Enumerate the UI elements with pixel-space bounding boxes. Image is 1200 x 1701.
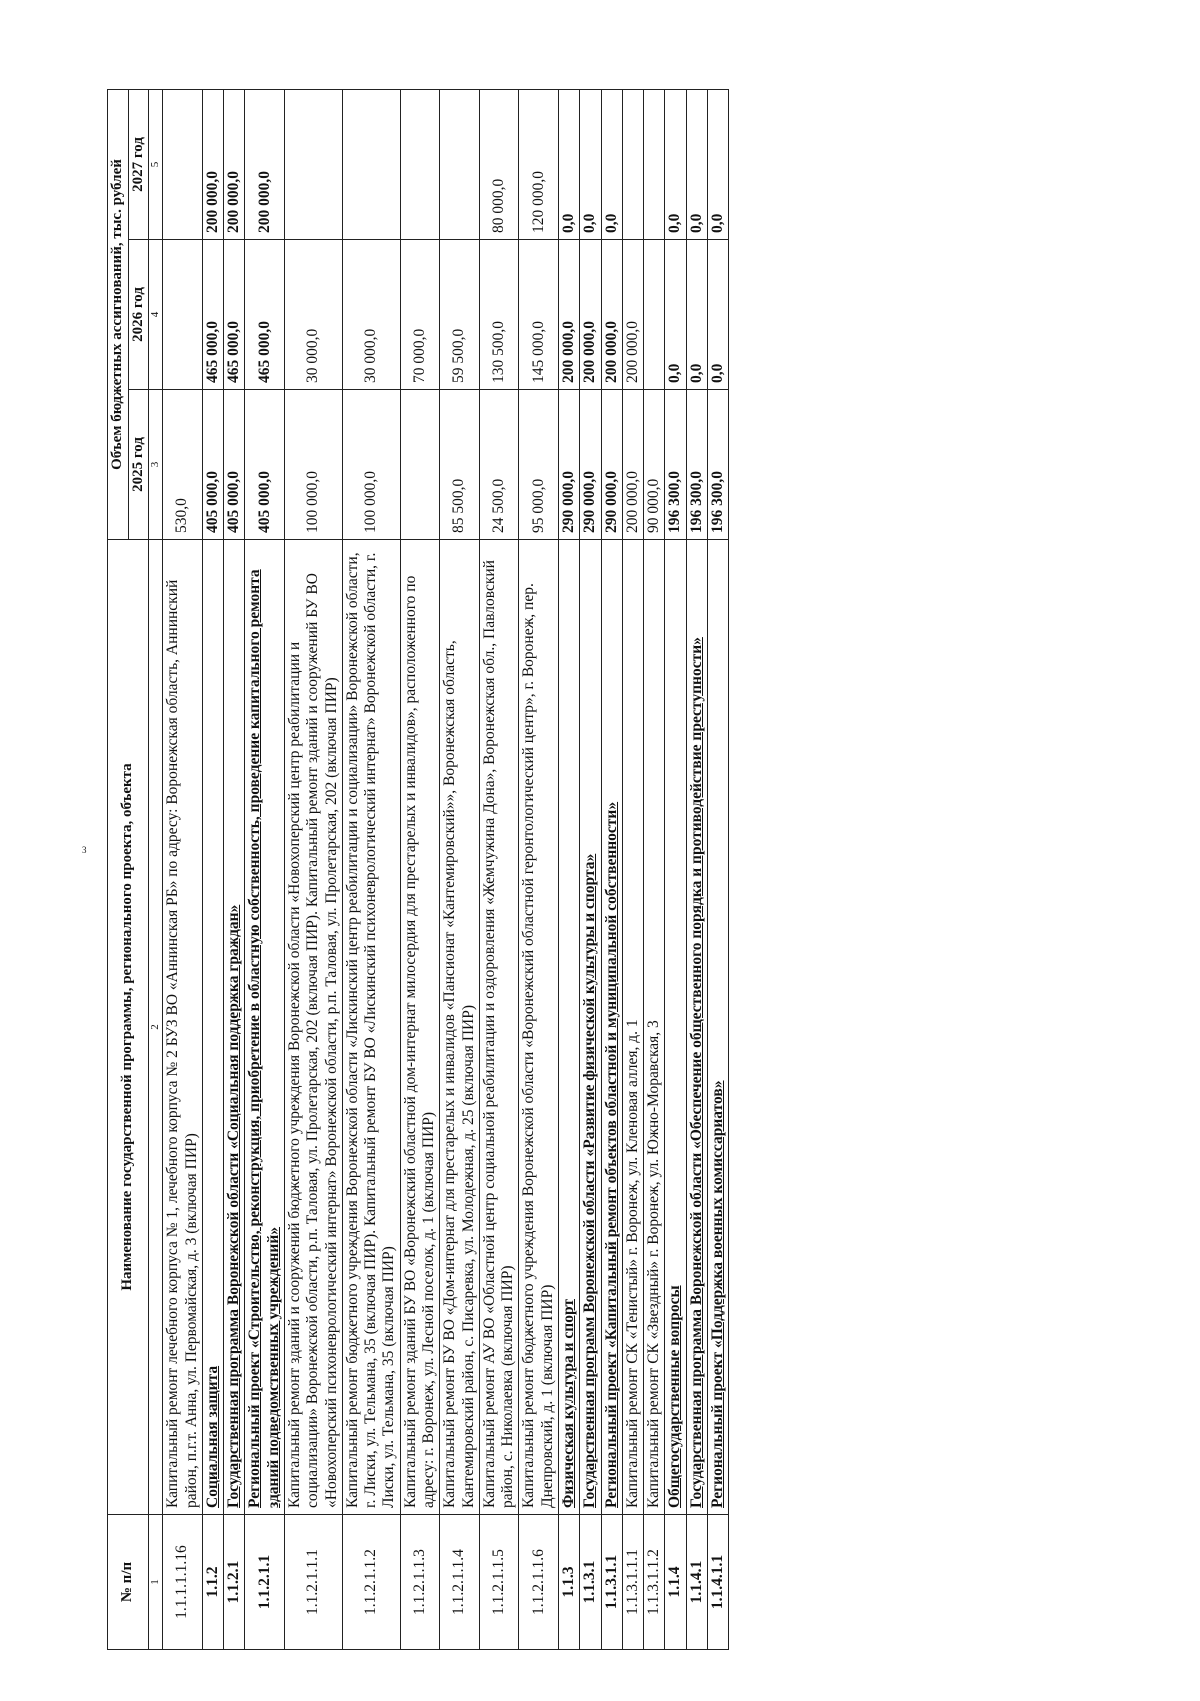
value-2027: 0,0 bbox=[580, 90, 601, 240]
table-row bbox=[622, 90, 643, 1650]
value-2025: 90 000,0 bbox=[644, 390, 665, 540]
row-number: 1.1.2 bbox=[202, 1515, 223, 1650]
row-name: Капитальный ремонт СК «Тенистый» г. Воронеж, ул. Кленовая аллея, д. 1 bbox=[622, 540, 643, 1515]
value-2025: 405 000,0 bbox=[245, 390, 285, 540]
rotated-table-container bbox=[107, 90, 977, 1650]
value-2027: 0,0 bbox=[665, 90, 686, 240]
row-number: 1.1.3.1.1 bbox=[601, 1515, 622, 1650]
header-name: Наименование государственной программы, регионального проекта, объекта bbox=[108, 540, 149, 1515]
value-2026: 200 000,0 bbox=[580, 240, 601, 390]
row-number: 1.1.2.1.1 bbox=[245, 1515, 285, 1650]
value-2026 bbox=[644, 240, 665, 390]
value-2025: 100 000,0 bbox=[342, 390, 400, 540]
value-2025: 24 500,0 bbox=[479, 390, 519, 540]
value-2026: 200 000,0 bbox=[601, 240, 622, 390]
table-row bbox=[224, 90, 245, 1650]
header-colnum-2: 2 bbox=[149, 540, 163, 1515]
row-number: 1.1.1.1.1.16 bbox=[163, 1515, 203, 1650]
row-number: 1.1.4.1.1 bbox=[707, 1515, 728, 1650]
table-row bbox=[519, 90, 559, 1650]
table-row bbox=[580, 90, 601, 1650]
row-name: Региональный проект «Капитальный ремонт объектов областной и муниципальной собственности» bbox=[601, 540, 622, 1515]
row-number: 1.1.2.1.1.3 bbox=[400, 1515, 440, 1650]
value-2027: 0,0 bbox=[686, 90, 707, 240]
header-colnum-5: 5 bbox=[149, 90, 163, 240]
value-2027: 0,0 bbox=[601, 90, 622, 240]
page-number: 3 bbox=[82, 845, 87, 855]
table-row bbox=[479, 90, 519, 1650]
value-2027 bbox=[622, 90, 643, 240]
row-name: Социальная защита bbox=[202, 540, 223, 1515]
header-year-2026: 2026 год bbox=[128, 240, 149, 390]
row-number: 1.1.3 bbox=[558, 1515, 579, 1650]
row-name: Государственная программа Воронежской области «Обеспечение общественного порядка и противодействие преступности» bbox=[686, 540, 707, 1515]
row-number: 1.1.2.1.1.6 bbox=[519, 1515, 559, 1650]
value-2026: 200 000,0 bbox=[622, 240, 643, 390]
value-2025: 100 000,0 bbox=[285, 390, 343, 540]
table-row bbox=[163, 90, 203, 1650]
row-number: 1.1.2.1 bbox=[224, 1515, 245, 1650]
table-row bbox=[202, 90, 223, 1650]
table-row bbox=[245, 90, 285, 1650]
value-2025: 290 000,0 bbox=[601, 390, 622, 540]
row-number: 1.1.4 bbox=[665, 1515, 686, 1650]
row-name: Капитальный ремонт СК «Звездный» г. Воронеж, ул. Южно-Моравская, 3 bbox=[644, 540, 665, 1515]
header-volume: Объем бюджетных ассигнований, тыс. рублей bbox=[108, 90, 129, 540]
value-2027 bbox=[644, 90, 665, 240]
value-2027 bbox=[440, 90, 480, 240]
value-2026 bbox=[163, 240, 203, 390]
value-2026: 0,0 bbox=[665, 240, 686, 390]
table-row bbox=[285, 90, 343, 1650]
row-number: 1.1.2.1.1.5 bbox=[479, 1515, 519, 1650]
value-2026: 30 000,0 bbox=[342, 240, 400, 390]
value-2026: 200 000,0 bbox=[558, 240, 579, 390]
row-name: Капитальный ремонт БУ ВО «Дом-интернат для престарелых и инвалидов «Пансионат «Кантемировский»», Воронежская область, Кантемировский район, с. Писаревка, ул. Молодежная, д. 25 (включая ПИР) bbox=[440, 540, 480, 1515]
table-row bbox=[342, 90, 400, 1650]
row-number: 1.1.2.1.1.1 bbox=[285, 1515, 343, 1650]
value-2026: 465 000,0 bbox=[245, 240, 285, 390]
row-name: Государственная программ Воронежской области «Развитие физической культуры и спорта» bbox=[580, 540, 601, 1515]
row-name: Общегосударственные вопросы bbox=[665, 540, 686, 1515]
value-2025: 530,0 bbox=[163, 390, 203, 540]
value-2027 bbox=[400, 90, 440, 240]
value-2025: 290 000,0 bbox=[558, 390, 579, 540]
value-2027: 200 000,0 bbox=[202, 90, 223, 240]
row-number: 1.1.3.1.1.1 bbox=[622, 1515, 643, 1650]
row-name: Государственная программа Воронежской области «Социальная поддержка граждан» bbox=[224, 540, 245, 1515]
header-colnum-3: 3 bbox=[149, 390, 163, 540]
row-name: Региональный проект «Строительство, реконструкция, приобретение в областную собственность, проведение капитального ремонта зданий подведомственных учреждений» bbox=[245, 540, 285, 1515]
value-2027: 0,0 bbox=[558, 90, 579, 240]
row-name: Капитальный ремонт АУ ВО «Областной центр социальной реабилитации и оздоровления «Жемчужина Дона», Воронежская обл., Павловский район, с. Николаевка (включая ПИР) bbox=[479, 540, 519, 1515]
value-2026: 130 500,0 bbox=[479, 240, 519, 390]
value-2026: 465 000,0 bbox=[202, 240, 223, 390]
table-row bbox=[558, 90, 579, 1650]
table-row bbox=[686, 90, 707, 1650]
value-2025: 85 500,0 bbox=[440, 390, 480, 540]
value-2027 bbox=[285, 90, 343, 240]
row-number: 1.1.4.1 bbox=[686, 1515, 707, 1650]
value-2027 bbox=[163, 90, 203, 240]
row-name: Капитальный ремонт лечебного корпуса № 1, лечебного корпуса № 2 БУЗ ВО «Аннинская РБ» по адресу: Воронежская область, Аннинский район, п.г.т. Анна, ул. Первомайская, д. 3 (включая ПИР) bbox=[163, 540, 203, 1515]
value-2025 bbox=[400, 390, 440, 540]
table-row bbox=[601, 90, 622, 1650]
value-2026: 0,0 bbox=[707, 240, 728, 390]
value-2026: 70 000,0 bbox=[400, 240, 440, 390]
value-2027 bbox=[342, 90, 400, 240]
header-number: № п/п bbox=[108, 1515, 149, 1650]
value-2025: 196 300,0 bbox=[707, 390, 728, 540]
table-row bbox=[707, 90, 728, 1650]
table-row bbox=[440, 90, 480, 1650]
value-2027: 200 000,0 bbox=[224, 90, 245, 240]
value-2025: 196 300,0 bbox=[686, 390, 707, 540]
table-row bbox=[400, 90, 440, 1650]
value-2027: 80 000,0 bbox=[479, 90, 519, 240]
value-2025: 200 000,0 bbox=[622, 390, 643, 540]
row-name: Капитальный ремонт бюджетного учреждения Воронежской области «Воронежский областной геронтологический центр», г. Воронеж, пер. Днепровский, д. 1 (включая ПИР) bbox=[519, 540, 559, 1515]
value-2026: 0,0 bbox=[686, 240, 707, 390]
table-row bbox=[644, 90, 665, 1650]
row-name: Капитальный ремонт зданий БУ ВО «Воронежский областной дом-интернат милосердия для престарелых и инвалидов», расположенного по адресу: г. Воронеж, ул. Лесной поселок, д. 1 (включая ПИР) bbox=[400, 540, 440, 1515]
value-2025: 290 000,0 bbox=[580, 390, 601, 540]
value-2027: 120 000,0 bbox=[519, 90, 559, 240]
budget-table bbox=[107, 89, 729, 1650]
table-row bbox=[665, 90, 686, 1650]
value-2027: 0,0 bbox=[707, 90, 728, 240]
row-number: 1.1.3.1.1.2 bbox=[644, 1515, 665, 1650]
value-2025: 405 000,0 bbox=[224, 390, 245, 540]
row-name: Физическая культура и спорт bbox=[558, 540, 579, 1515]
row-name: Капитальный ремонт зданий и сооружений бюджетного учреждения Воронежской области «Новохоперский центр реабилитации и социализации» Воронежской области, р.п. Таловая, ул. Пролетарская, 202 (включая ПИР). Капитальный ремонт зданий и сооружений БУ ВО «Новохоперский психоневрологический интернат» Воронежской области, р.п. Таловая, ул. Пролетарская, 202 (включая ПИР) bbox=[285, 540, 343, 1515]
value-2026: 145 000,0 bbox=[519, 240, 559, 390]
value-2026: 465 000,0 bbox=[224, 240, 245, 390]
header-year-2025: 2025 год bbox=[128, 390, 149, 540]
header-colnum-1: 1 bbox=[149, 1515, 163, 1650]
value-2026: 59 500,0 bbox=[440, 240, 480, 390]
row-number: 1.1.2.1.1.2 bbox=[342, 1515, 400, 1650]
value-2025: 405 000,0 bbox=[202, 390, 223, 540]
row-number: 1.1.3.1 bbox=[580, 1515, 601, 1650]
row-name: Региональный проект «Поддержка военных комиссариатов» bbox=[707, 540, 728, 1515]
table-body bbox=[163, 90, 729, 1650]
row-number: 1.1.2.1.1.4 bbox=[440, 1515, 480, 1650]
row-name: Капитальный ремонт бюджетного учреждения Воронежской области «Лискинский центр реабилитации и социализации» Воронежской области, г. Лиски, ул. Тельмана, 35 (включая ПИР). Капитальный ремонт БУ ВО «Лискинский психоневрологический интернат» Воронежской области, г. Лиски, ул. Тельмана, 35 (включая ПИР) bbox=[342, 540, 400, 1515]
value-2027: 200 000,0 bbox=[245, 90, 285, 240]
value-2026: 30 000,0 bbox=[285, 240, 343, 390]
header-colnum-4: 4 bbox=[149, 240, 163, 390]
value-2025: 95 000,0 bbox=[519, 390, 559, 540]
header-year-2027: 2027 год bbox=[128, 90, 149, 240]
value-2025: 196 300,0 bbox=[665, 390, 686, 540]
